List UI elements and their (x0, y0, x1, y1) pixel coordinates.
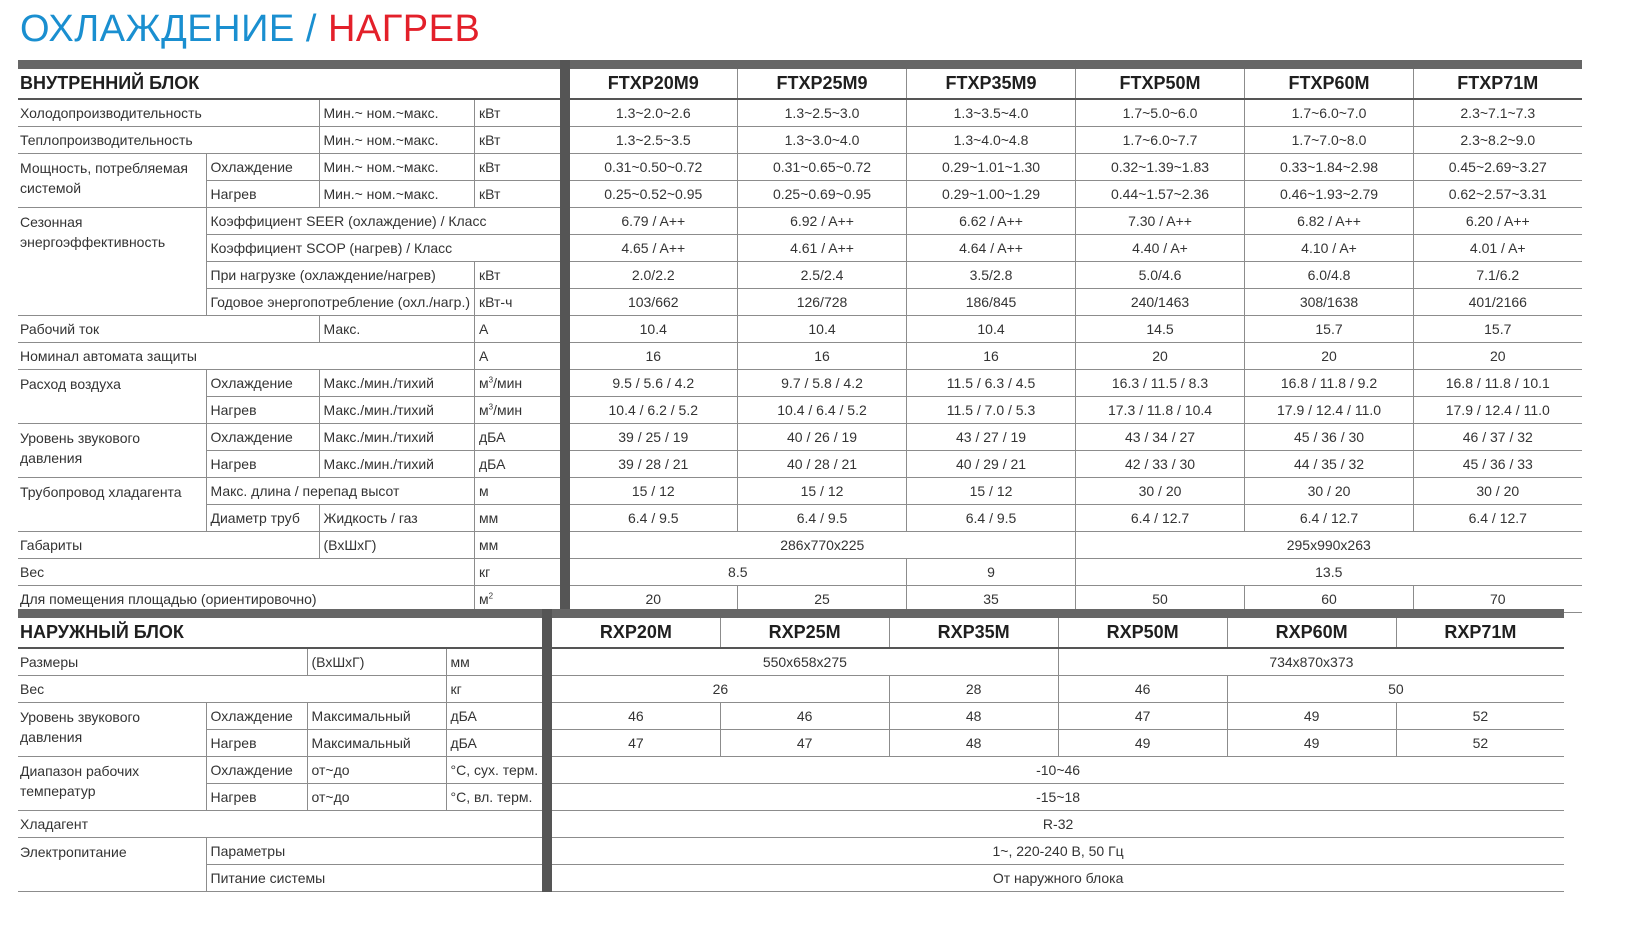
row-label: Электропитание (18, 838, 206, 892)
table-row (18, 730, 1564, 757)
value-cell: 15 / 12 (565, 478, 738, 505)
value-cell: 28 (889, 676, 1058, 703)
model-header: RXP35M (889, 614, 1058, 649)
value-cell: 126/728 (738, 289, 907, 316)
unit-label: кг (475, 559, 565, 586)
value-cell: 11.5 / 6.3 / 4.5 (907, 370, 1076, 397)
row-label: Размеры (18, 648, 307, 676)
value-cell: 44 / 35 / 32 (1245, 451, 1414, 478)
value-cell: R-32 (547, 811, 1564, 838)
value-cell: 103/662 (565, 289, 738, 316)
model-header: FTXP50M (1076, 65, 1245, 100)
value-cell: 42 / 33 / 30 (1076, 451, 1245, 478)
value-cell: 6.4 / 9.5 (907, 505, 1076, 532)
row-label: Сезонная энергоэффективность (18, 208, 206, 316)
model-header: RXP20M (547, 614, 720, 649)
table-row (18, 757, 1564, 784)
value-cell: 15 / 12 (738, 478, 907, 505)
value-cell: 49 (1058, 730, 1227, 757)
table-row (18, 559, 1582, 586)
model-header: RXP60M (1227, 614, 1396, 649)
value-cell: 6.82 / A++ (1245, 208, 1414, 235)
value-cell: 0.44~1.57~2.36 (1076, 181, 1245, 208)
value-cell: 1~, 220-240 В, 50 Гц (547, 838, 1564, 865)
value-cell: 10.4 (907, 316, 1076, 343)
value-cell: 30 / 20 (1414, 478, 1582, 505)
value-cell: 16.8 / 11.8 / 10.1 (1414, 370, 1582, 397)
param-label: Макс./мин./тихий (319, 424, 475, 451)
param-label: Параметры (206, 838, 547, 865)
unit-label: °С, сух. терм. (446, 757, 547, 784)
value-cell: 240/1463 (1076, 289, 1245, 316)
value-cell: 8.5 (565, 559, 907, 586)
table-row (18, 648, 1564, 676)
value-cell: 0.29~1.01~1.30 (907, 154, 1076, 181)
value-cell: 50 (1227, 676, 1564, 703)
value-cell: 6.4 / 12.7 (1076, 505, 1245, 532)
mode-label: Нагрев (206, 730, 307, 757)
outdoor-spec-table (18, 609, 1564, 892)
value-cell: 10.4 / 6.4 / 5.2 (738, 397, 907, 424)
value-cell: 16 (565, 343, 738, 370)
value-cell: 30 / 20 (1076, 478, 1245, 505)
unit-label: кВт (475, 99, 565, 127)
value-cell: 15 / 12 (907, 478, 1076, 505)
param-label: Коэффициент SEER (охлаждение) / Класс (206, 208, 565, 235)
row-label: Габариты (18, 532, 319, 559)
value-cell: 0.29~1.00~1.29 (907, 181, 1076, 208)
param-label: Годовое энергопотребление (охл./нагр.) (206, 289, 475, 316)
value-cell: 45 / 36 / 30 (1245, 424, 1414, 451)
row-label: Хладагент (18, 811, 547, 838)
value-cell: 40 / 29 / 21 (907, 451, 1076, 478)
unit-label: кВт (475, 154, 565, 181)
table-row (18, 99, 1582, 127)
param-label: Максимальный (307, 703, 446, 730)
value-cell: 2.0/2.2 (565, 262, 738, 289)
value-cell: 308/1638 (1245, 289, 1414, 316)
param-label: от~до (307, 757, 446, 784)
value-cell: 49 (1227, 730, 1396, 757)
value-cell: 4.10 / A+ (1245, 235, 1414, 262)
value-cell: 550x658x275 (547, 648, 1058, 676)
table-row (18, 676, 1564, 703)
value-cell: 1.3~4.0~4.8 (907, 127, 1076, 154)
table-row (18, 838, 1564, 865)
outdoor-block-title: НАРУЖНЫЙ БЛОК (18, 614, 547, 649)
unit-label: кг (446, 676, 547, 703)
value-cell: 20 (565, 586, 738, 613)
unit-label: дБА (475, 424, 565, 451)
table-row (18, 505, 1582, 532)
unit-label: $м^2$ (475, 586, 565, 613)
value-cell: 48 (889, 730, 1058, 757)
title-separator: / (305, 8, 317, 50)
value-cell: 46 (547, 703, 720, 730)
value-cell: 47 (1058, 703, 1227, 730)
mode-label: Охлаждение (206, 154, 319, 181)
row-label: Холодопроизводительность (18, 99, 319, 127)
value-cell: -15~18 (547, 784, 1564, 811)
row-label: Уровень звукового давления (18, 703, 206, 757)
param-label: При нагрузке (охлаждение/нагрев) (206, 262, 475, 289)
value-cell: 13.5 (1076, 559, 1582, 586)
value-cell: 1.3~3.0~4.0 (738, 127, 907, 154)
value-cell: 1.7~7.0~8.0 (1245, 127, 1414, 154)
param-label: от~до (307, 784, 446, 811)
value-cell: 4.61 / A++ (738, 235, 907, 262)
table-row (18, 127, 1582, 154)
value-cell: 3.5/2.8 (907, 262, 1076, 289)
value-cell: 4.65 / A++ (565, 235, 738, 262)
model-header: FTXP71M (1414, 65, 1582, 100)
table-row (18, 478, 1582, 505)
value-cell: 0.32~1.39~1.83 (1076, 154, 1245, 181)
page-title (20, 8, 480, 51)
value-cell: 401/2166 (1414, 289, 1582, 316)
value-cell: 4.64 / A++ (907, 235, 1076, 262)
value-cell: 6.4 / 12.7 (1414, 505, 1582, 532)
table-row (18, 289, 1582, 316)
table-row (18, 235, 1582, 262)
unit-label: дБА (446, 703, 547, 730)
value-cell: 0.25~0.69~0.95 (738, 181, 907, 208)
value-cell: 6.0/4.8 (1245, 262, 1414, 289)
value-cell: 1.3~3.5~4.0 (907, 99, 1076, 127)
unit-label: А (475, 316, 565, 343)
model-header: RXP50M (1058, 614, 1227, 649)
table-row (18, 865, 1564, 892)
value-cell: 48 (889, 703, 1058, 730)
value-cell: 30 / 20 (1245, 478, 1414, 505)
row-label: Вес (18, 676, 446, 703)
param-label: Мин.~ ном.~макс. (319, 99, 475, 127)
title-cooling: ОХЛАЖДЕНИЕ (20, 8, 295, 50)
value-cell: 9.7 / 5.8 / 4.2 (738, 370, 907, 397)
value-cell: 186/845 (907, 289, 1076, 316)
value-cell: 40 / 28 / 21 (738, 451, 907, 478)
outdoor-header-row (18, 614, 1564, 649)
value-cell: 6.4 / 12.7 (1245, 505, 1414, 532)
row-label: Рабочий ток (18, 316, 319, 343)
value-cell: 2.3~7.1~7.3 (1414, 99, 1582, 127)
mode-label: Нагрев (206, 181, 319, 208)
value-cell: 0.62~2.57~3.31 (1414, 181, 1582, 208)
mode-label: Охлаждение (206, 424, 319, 451)
value-cell: 17.3 / 11.8 / 10.4 (1076, 397, 1245, 424)
value-cell: 39 / 28 / 21 (565, 451, 738, 478)
value-cell: 7.1/6.2 (1414, 262, 1582, 289)
value-cell: 1.3~2.0~2.6 (565, 99, 738, 127)
table-row (18, 451, 1582, 478)
value-cell: 6.62 / A++ (907, 208, 1076, 235)
table-row (18, 397, 1582, 424)
value-cell: 6.92 / A++ (738, 208, 907, 235)
param-label: Мин.~ ном.~макс. (319, 181, 475, 208)
row-label: Номинал автомата защиты (18, 343, 475, 370)
model-header: FTXP35M9 (907, 65, 1076, 100)
unit-label: кВт (475, 127, 565, 154)
param-label: (ВхШхГ) (319, 532, 475, 559)
value-cell: 39 / 25 / 19 (565, 424, 738, 451)
model-header: FTXP25M9 (738, 65, 907, 100)
value-cell: 15.7 (1414, 316, 1582, 343)
row-label: Для помещения площадью (ориентировочно) (18, 586, 475, 613)
param-label: (ВхШхГ) (307, 648, 446, 676)
value-cell: 1.3~2.5~3.5 (565, 127, 738, 154)
unit-label: кВт (475, 181, 565, 208)
param-label: Макс./мин./тихий (319, 397, 475, 424)
value-cell: 17.9 / 12.4 / 11.0 (1414, 397, 1582, 424)
value-cell: 52 (1396, 703, 1564, 730)
value-cell: 0.31~0.50~0.72 (565, 154, 738, 181)
value-cell: 295x990x263 (1076, 532, 1582, 559)
param-label: Макс. (319, 316, 475, 343)
mode-label: Охлаждение (206, 370, 319, 397)
value-cell: 1.7~6.0~7.0 (1245, 99, 1414, 127)
value-cell: 0.31~0.65~0.72 (738, 154, 907, 181)
param-label: Макс./мин./тихий (319, 451, 475, 478)
param-label: Максимальный (307, 730, 446, 757)
value-cell: 52 (1396, 730, 1564, 757)
value-cell: 16 (907, 343, 1076, 370)
indoor-block-title: ВНУТРЕННИЙ БЛОК (18, 65, 565, 100)
value-cell: 2.3~8.2~9.0 (1414, 127, 1582, 154)
value-cell: 0.33~1.84~2.98 (1245, 154, 1414, 181)
value-cell: 4.01 / A+ (1414, 235, 1582, 262)
indoor-header-row (18, 65, 1582, 100)
unit-label: $м^3$/мин (475, 397, 565, 424)
value-cell: 43 / 27 / 19 (907, 424, 1076, 451)
table-row (18, 181, 1582, 208)
value-cell: 734x870x373 (1058, 648, 1564, 676)
row-label: Уровень звукового давления (18, 424, 206, 478)
unit-label: дБА (475, 451, 565, 478)
mode-label: Охлаждение (206, 757, 307, 784)
param-label: Макс. длина / перепад высот (206, 478, 475, 505)
value-cell: 16.3 / 11.5 / 8.3 (1076, 370, 1245, 397)
table-row (18, 784, 1564, 811)
value-cell: 1.7~6.0~7.7 (1076, 127, 1245, 154)
model-header: RXP25M (720, 614, 889, 649)
mode-label: Охлаждение (206, 703, 307, 730)
table-row (18, 208, 1582, 235)
param-label: Макс./мин./тихий (319, 370, 475, 397)
table-row (18, 343, 1582, 370)
value-cell: -10~46 (547, 757, 1564, 784)
row-label: Мощность, потребляемая системой (18, 154, 206, 208)
value-cell: 46 (1058, 676, 1227, 703)
value-cell: 6.20 / A++ (1414, 208, 1582, 235)
unit-label: мм (446, 648, 547, 676)
value-cell: 16.8 / 11.8 / 9.2 (1245, 370, 1414, 397)
table-row (18, 316, 1582, 343)
model-header: FTXP60M (1245, 65, 1414, 100)
table-row (18, 532, 1582, 559)
model-header: FTXP20M9 (565, 65, 738, 100)
value-cell: 40 / 26 / 19 (738, 424, 907, 451)
value-cell: 5.0/4.6 (1076, 262, 1245, 289)
value-cell: 15.7 (1245, 316, 1414, 343)
value-cell: 9 (907, 559, 1076, 586)
value-cell: 0.25~0.52~0.95 (565, 181, 738, 208)
row-label: Трубопровод хладагента (18, 478, 206, 532)
value-cell: 1.7~5.0~6.0 (1076, 99, 1245, 127)
value-cell: 20 (1245, 343, 1414, 370)
value-cell: 46 / 37 / 32 (1414, 424, 1582, 451)
value-cell: 70 (1414, 586, 1582, 613)
value-cell: От наружного блока (547, 865, 1564, 892)
param-label: Мин.~ ном.~макс. (319, 127, 475, 154)
unit-label: А (475, 343, 565, 370)
value-cell: 0.45~2.69~3.27 (1414, 154, 1582, 181)
value-cell: 47 (547, 730, 720, 757)
value-cell: 11.5 / 7.0 / 5.3 (907, 397, 1076, 424)
unit-label: мм (475, 532, 565, 559)
row-label: Расход воздуха (18, 370, 206, 424)
value-cell: 6.4 / 9.5 (565, 505, 738, 532)
value-cell: 9.5 / 5.6 / 4.2 (565, 370, 738, 397)
title-heating: НАГРЕВ (327, 8, 481, 50)
unit-label: $м^3$/мин (475, 370, 565, 397)
model-header: RXP71M (1396, 614, 1564, 649)
value-cell: 0.46~1.93~2.79 (1245, 181, 1414, 208)
param-label: Мин.~ ном.~макс. (319, 154, 475, 181)
value-cell: 46 (720, 703, 889, 730)
value-cell: 20 (1414, 343, 1582, 370)
unit-label: °С, вл. терм. (446, 784, 547, 811)
value-cell: 6.79 / A++ (565, 208, 738, 235)
table-row (18, 154, 1582, 181)
value-cell: 10.4 (565, 316, 738, 343)
table-row (18, 811, 1564, 838)
value-cell: 45 / 36 / 33 (1414, 451, 1582, 478)
param-label: Питание системы (206, 865, 547, 892)
value-cell: 4.40 / A+ (1076, 235, 1245, 262)
table-row (18, 424, 1582, 451)
value-cell: 35 (907, 586, 1076, 613)
value-cell: 7.30 / A++ (1076, 208, 1245, 235)
row-label: Диапазон рабочих температур (18, 757, 206, 811)
value-cell: 47 (720, 730, 889, 757)
value-cell: 17.9 / 12.4 / 11.0 (1245, 397, 1414, 424)
mode-label: Диаметр труб (206, 505, 319, 532)
unit-label: кВт-ч (475, 289, 565, 316)
value-cell: 1.3~2.5~3.0 (738, 99, 907, 127)
unit-label: кВт (475, 262, 565, 289)
value-cell: 6.4 / 9.5 (738, 505, 907, 532)
table-row (18, 370, 1582, 397)
value-cell: 16 (738, 343, 907, 370)
mode-label: Нагрев (206, 451, 319, 478)
value-cell: 286x770x225 (565, 532, 1076, 559)
row-label: Вес (18, 559, 475, 586)
unit-label: дБА (446, 730, 547, 757)
unit-label: мм (475, 505, 565, 532)
value-cell: 25 (738, 586, 907, 613)
value-cell: 26 (547, 676, 889, 703)
value-cell: 60 (1245, 586, 1414, 613)
table-row (18, 703, 1564, 730)
value-cell: 14.5 (1076, 316, 1245, 343)
indoor-spec-table (18, 60, 1582, 613)
mode-label: Нагрев (206, 397, 319, 424)
value-cell: 43 / 34 / 27 (1076, 424, 1245, 451)
value-cell: 50 (1076, 586, 1245, 613)
row-label: Теплопроизводительность (18, 127, 319, 154)
value-cell: 10.4 / 6.2 / 5.2 (565, 397, 738, 424)
mode-label: Нагрев (206, 784, 307, 811)
table-row (18, 262, 1582, 289)
value-cell: 10.4 (738, 316, 907, 343)
param-label: Коэффициент SCOP (нагрев) / Класс (206, 235, 565, 262)
param-label: Жидкость / газ (319, 505, 475, 532)
unit-label: м (475, 478, 565, 505)
value-cell: 2.5/2.4 (738, 262, 907, 289)
value-cell: 49 (1227, 703, 1396, 730)
value-cell: 20 (1076, 343, 1245, 370)
